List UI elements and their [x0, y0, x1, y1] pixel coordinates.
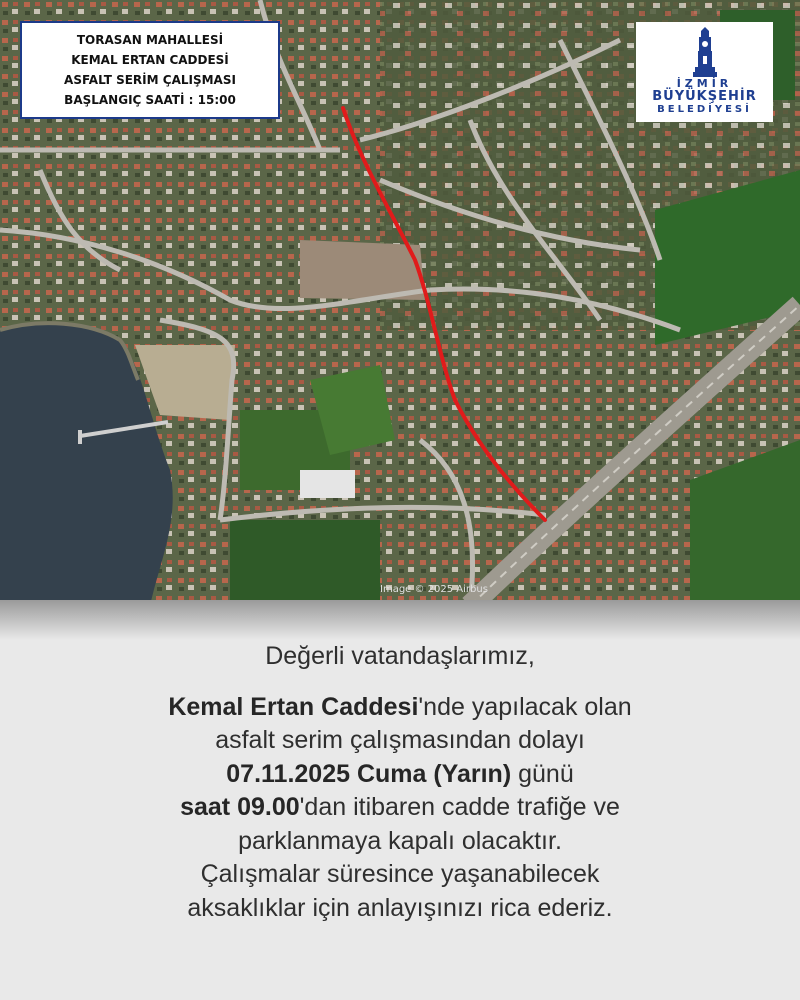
street-name-bold: Kemal Ertan Caddesi	[168, 692, 419, 721]
clock-tower-icon	[690, 27, 720, 77]
white-building	[300, 470, 355, 498]
message-line-3	[40, 758, 760, 792]
title-start-time: BAŞLANGIÇ SAATİ : 15:00	[64, 93, 236, 107]
message-line-7: aksaklıklar için anlayışınızı rica ederiz.	[187, 893, 613, 922]
message-line-5: parklanmaya kapalı olacaktır.	[238, 826, 562, 855]
logo-city: İZMİR	[676, 77, 733, 90]
title-neighborhood: TORASAN MAHALLESİ	[76, 33, 224, 47]
municipality-logo	[636, 22, 773, 122]
title-work: ASFALT SERİM ÇALIŞMASI	[64, 73, 236, 87]
message-line-3-rest: günü	[511, 759, 574, 788]
message-line-4	[40, 791, 760, 825]
map-shadow	[0, 600, 800, 640]
imagery-credit: Image © 2025 Airbus	[380, 584, 488, 595]
announcement-text	[40, 640, 760, 925]
info-title-box	[20, 21, 280, 119]
message-line-1-rest: 'nde yapılacak olan	[418, 692, 632, 721]
message-line-6: Çalışmalar süresince yaşanabilecek	[200, 860, 600, 888]
message-line-4-rest: 'dan itibaren cadde trafiğe ve	[299, 793, 620, 821]
time-bold: saat 09.00	[180, 793, 300, 821]
title-street: KEMAL ERTAN CADDESİ	[71, 53, 229, 67]
message-line-1	[40, 691, 760, 725]
message-line-2: asfalt serim çalışmasından dolayı	[215, 726, 585, 754]
greeting: Değerli vatandaşlarımız,	[265, 642, 535, 670]
date-bold: 07.11.2025 Cuma (Yarın)	[226, 759, 512, 788]
logo-sub: BELEDİYESİ	[657, 104, 752, 115]
logo-main: BÜYÜKŞEHİR	[652, 89, 757, 104]
green-field-south	[230, 520, 380, 606]
